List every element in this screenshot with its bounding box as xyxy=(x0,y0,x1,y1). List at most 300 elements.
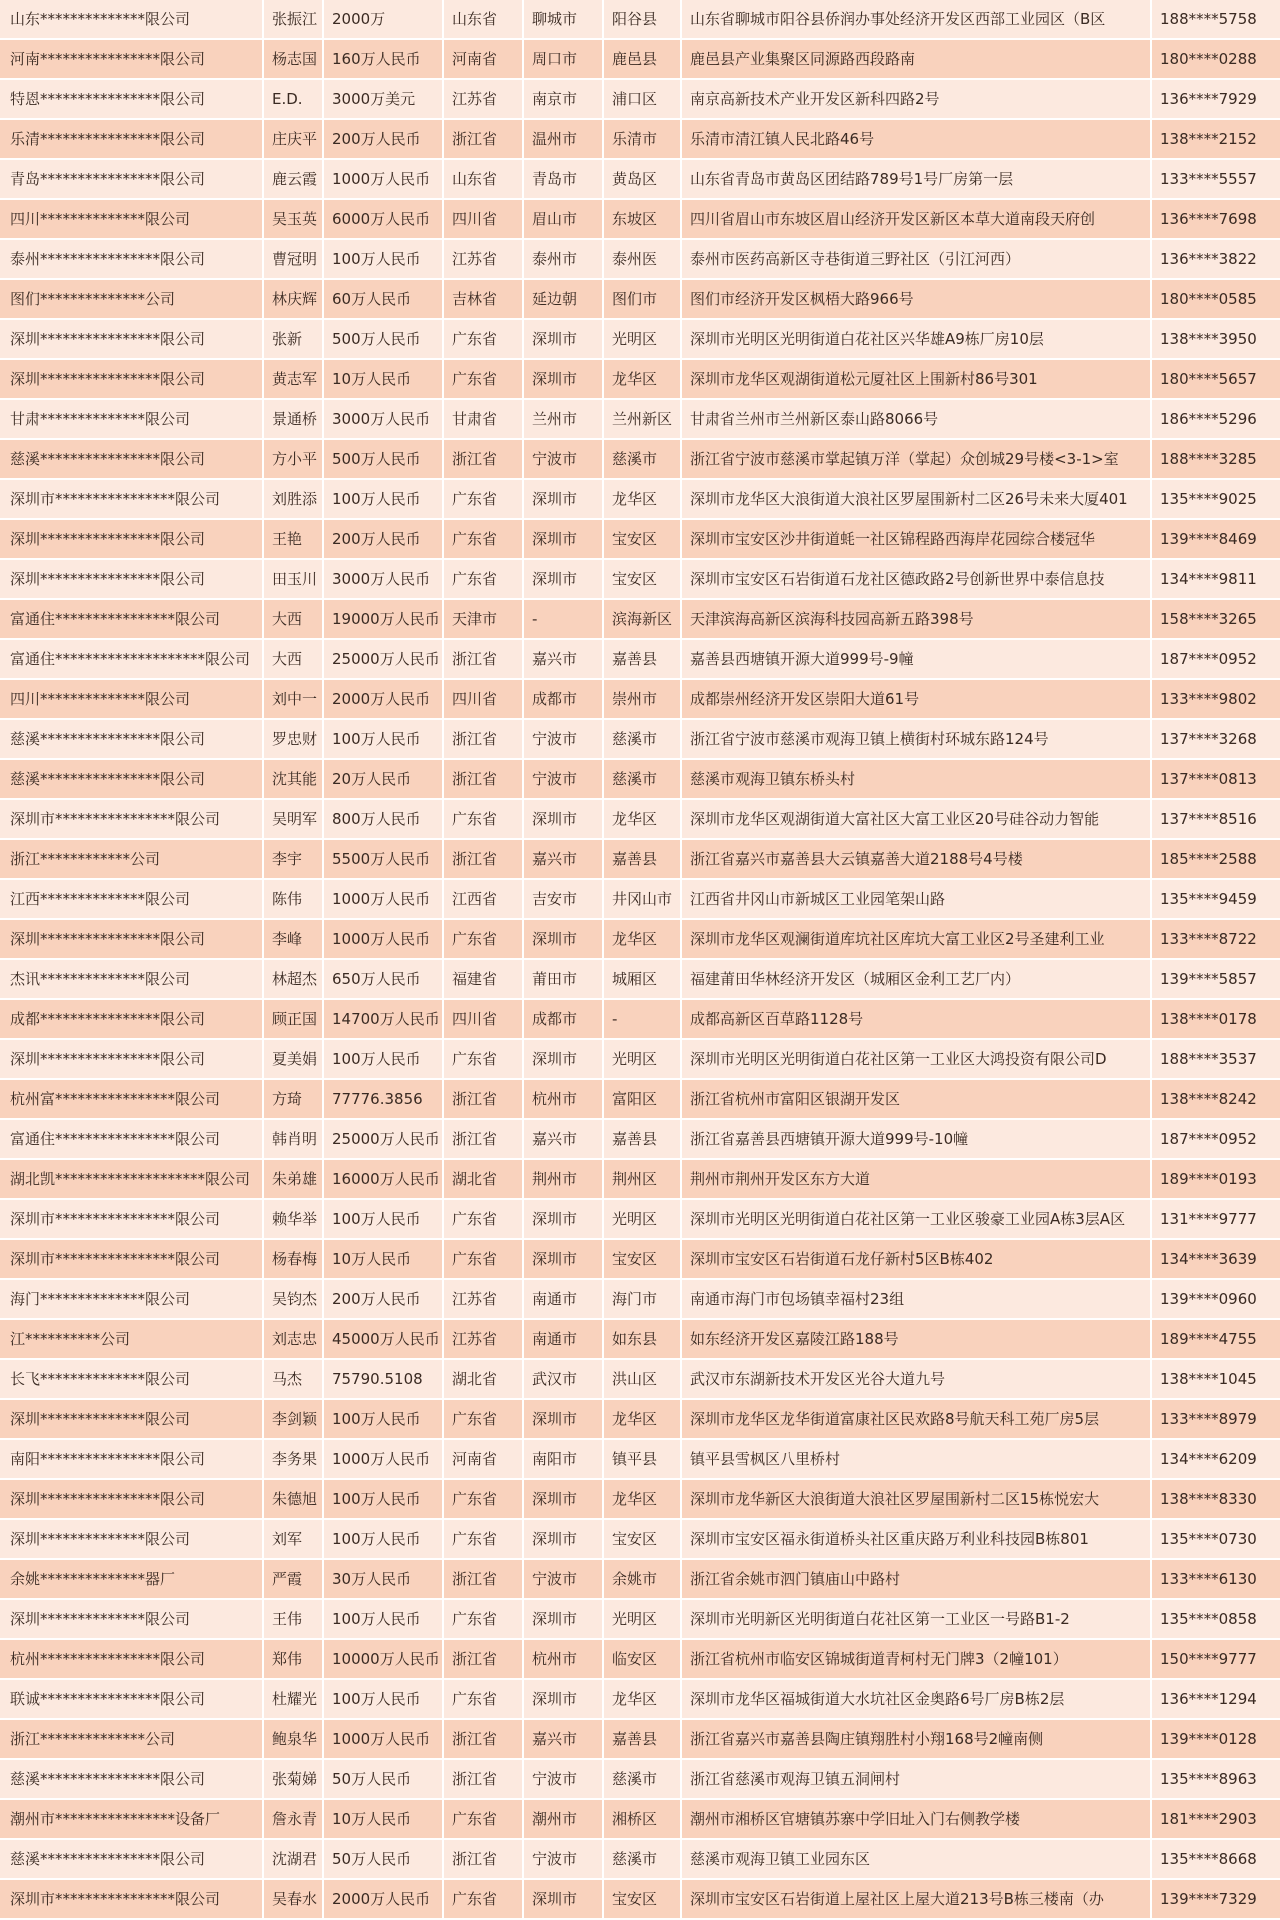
district-cell: 图们市 xyxy=(604,280,682,320)
legal-rep-cell: 杜耀光 xyxy=(264,1680,324,1720)
legal-rep-cell: 方琦 xyxy=(264,1080,324,1120)
company-name-cell: 长飞**************限公司 xyxy=(0,1360,264,1400)
phone-cell: 139****5857 xyxy=(1152,960,1280,1000)
registered-capital-cell: 200万人民币 xyxy=(324,120,444,160)
province-cell: 福建省 xyxy=(444,960,524,1000)
table-row xyxy=(0,1560,1280,1600)
registered-capital-cell: 1000万人民币 xyxy=(324,880,444,920)
company-name-cell: 浙江**************公司 xyxy=(0,1720,264,1760)
registered-capital-cell: 50万人民币 xyxy=(324,1760,444,1800)
legal-rep-cell: 罗忠财 xyxy=(264,720,324,760)
district-cell: - xyxy=(604,1000,682,1040)
address-cell: 深圳市宝安区石岩街道上屋社区上屋大道213号B栋三楼南（办 xyxy=(682,1880,1152,1920)
registered-capital-cell: 200万人民币 xyxy=(324,520,444,560)
registered-capital-cell: 100万人民币 xyxy=(324,720,444,760)
address-cell: 深圳市光明区光明街道白花社区第一工业区大鸿投资有限公司D xyxy=(682,1040,1152,1080)
district-cell: 嘉善县 xyxy=(604,1720,682,1760)
city-cell: 深圳市 xyxy=(524,1880,604,1920)
address-cell: 天津滨海高新区滨海科技园高新五路398号 xyxy=(682,600,1152,640)
address-cell: 南京高新技术产业开发区新科四路2号 xyxy=(682,80,1152,120)
phone-cell: 136****7698 xyxy=(1152,200,1280,240)
company-name-cell: 江**********公司 xyxy=(0,1320,264,1360)
city-cell: 宁波市 xyxy=(524,440,604,480)
company-name-cell: 河南****************限公司 xyxy=(0,40,264,80)
province-cell: 河南省 xyxy=(444,40,524,80)
province-cell: 四川省 xyxy=(444,680,524,720)
province-cell: 广东省 xyxy=(444,1040,524,1080)
address-cell: 浙江省余姚市泗门镇庙山中路村 xyxy=(682,1560,1152,1600)
city-cell: 深圳市 xyxy=(524,360,604,400)
company-name-cell: 深圳****************限公司 xyxy=(0,1040,264,1080)
phone-cell: 158****3265 xyxy=(1152,600,1280,640)
phone-cell: 138****8330 xyxy=(1152,1480,1280,1520)
registered-capital-cell: 800万人民币 xyxy=(324,800,444,840)
company-name-cell: 深圳****************限公司 xyxy=(0,360,264,400)
address-cell: 深圳市宝安区沙井街道蚝一社区锦程路西海岸花园综合楼冠华 xyxy=(682,520,1152,560)
legal-rep-cell: 夏美娟 xyxy=(264,1040,324,1080)
province-cell: 广东省 xyxy=(444,360,524,400)
table-row xyxy=(0,1600,1280,1640)
phone-cell: 135****9025 xyxy=(1152,480,1280,520)
province-cell: 浙江省 xyxy=(444,440,524,480)
district-cell: 龙华区 xyxy=(604,360,682,400)
address-cell: 江西省井冈山市新城区工业园笔架山路 xyxy=(682,880,1152,920)
table-row xyxy=(0,0,1280,40)
district-cell: 荆州区 xyxy=(604,1160,682,1200)
company-name-cell: 甘肃**************限公司 xyxy=(0,400,264,440)
address-cell: 如东经济开发区嘉陵江路188号 xyxy=(682,1320,1152,1360)
legal-rep-cell: E.D. xyxy=(264,80,324,120)
district-cell: 龙华区 xyxy=(604,800,682,840)
company-name-cell: 深圳**************限公司 xyxy=(0,1600,264,1640)
city-cell: 泰州市 xyxy=(524,240,604,280)
company-name-cell: 深圳****************限公司 xyxy=(0,320,264,360)
legal-rep-cell: 鲍泉华 xyxy=(264,1720,324,1760)
company-name-cell: 深圳**************限公司 xyxy=(0,1400,264,1440)
company-name-cell: 图们**************公司 xyxy=(0,280,264,320)
legal-rep-cell: 刘志忠 xyxy=(264,1320,324,1360)
province-cell: 江苏省 xyxy=(444,1320,524,1360)
company-name-cell: 联诚****************限公司 xyxy=(0,1680,264,1720)
phone-cell: 188****5758 xyxy=(1152,0,1280,40)
registered-capital-cell: 19000万人民币 xyxy=(324,600,444,640)
legal-rep-cell: 大西 xyxy=(264,640,324,680)
district-cell: 龙华区 xyxy=(604,480,682,520)
city-cell: 南通市 xyxy=(524,1280,604,1320)
company-name-cell: 富通住****************限公司 xyxy=(0,600,264,640)
address-cell: 图们市经济开发区枫梧大路966号 xyxy=(682,280,1152,320)
registered-capital-cell: 50万人民币 xyxy=(324,1840,444,1880)
address-cell: 浙江省慈溪市观海卫镇五洞闸村 xyxy=(682,1760,1152,1800)
province-cell: 天津市 xyxy=(444,600,524,640)
legal-rep-cell: 严霞 xyxy=(264,1560,324,1600)
registered-capital-cell: 1000万人民币 xyxy=(324,1440,444,1480)
district-cell: 浦口区 xyxy=(604,80,682,120)
province-cell: 广东省 xyxy=(444,1520,524,1560)
company-name-cell: 杭州富****************限公司 xyxy=(0,1080,264,1120)
city-cell: 莆田市 xyxy=(524,960,604,1000)
company-name-cell: 深圳市****************限公司 xyxy=(0,1200,264,1240)
phone-cell: 131****9777 xyxy=(1152,1200,1280,1240)
table-row xyxy=(0,440,1280,480)
city-cell: 深圳市 xyxy=(524,1600,604,1640)
district-cell: 嘉善县 xyxy=(604,1120,682,1160)
province-cell: 浙江省 xyxy=(444,1120,524,1160)
district-cell: 崇州市 xyxy=(604,680,682,720)
phone-cell: 138****1045 xyxy=(1152,1360,1280,1400)
province-cell: 广东省 xyxy=(444,800,524,840)
table-row xyxy=(0,1280,1280,1320)
registered-capital-cell: 650万人民币 xyxy=(324,960,444,1000)
district-cell: 兰州新区 xyxy=(604,400,682,440)
table-row xyxy=(0,520,1280,560)
registered-capital-cell: 2000万人民币 xyxy=(324,1880,444,1920)
registered-capital-cell: 60万人民币 xyxy=(324,280,444,320)
company-name-cell: 海门**************限公司 xyxy=(0,1280,264,1320)
table-row xyxy=(0,1640,1280,1680)
province-cell: 甘肃省 xyxy=(444,400,524,440)
city-cell: 杭州市 xyxy=(524,1640,604,1680)
phone-cell: 189****0193 xyxy=(1152,1160,1280,1200)
table-row xyxy=(0,1360,1280,1400)
legal-rep-cell: 鹿云霞 xyxy=(264,160,324,200)
province-cell: 山东省 xyxy=(444,160,524,200)
city-cell: 吉安市 xyxy=(524,880,604,920)
registered-capital-cell: 2000万人民币 xyxy=(324,680,444,720)
district-cell: 龙华区 xyxy=(604,1680,682,1720)
address-cell: 深圳市龙华区福城街道大水坑社区金奥路6号厂房B栋2层 xyxy=(682,1680,1152,1720)
table-row xyxy=(0,800,1280,840)
phone-cell: 133****8722 xyxy=(1152,920,1280,960)
registered-capital-cell: 3000万美元 xyxy=(324,80,444,120)
legal-rep-cell: 景通桥 xyxy=(264,400,324,440)
phone-cell: 133****6130 xyxy=(1152,1560,1280,1600)
phone-cell: 139****0960 xyxy=(1152,1280,1280,1320)
address-cell: 鹿邑县产业集聚区同源路西段路南 xyxy=(682,40,1152,80)
city-cell: 深圳市 xyxy=(524,480,604,520)
registered-capital-cell: 5500万人民币 xyxy=(324,840,444,880)
district-cell: 慈溪市 xyxy=(604,720,682,760)
city-cell: 深圳市 xyxy=(524,1480,604,1520)
registered-capital-cell: 100万人民币 xyxy=(324,1680,444,1720)
company-name-cell: 深圳**************限公司 xyxy=(0,1520,264,1560)
phone-cell: 137****3268 xyxy=(1152,720,1280,760)
city-cell: 深圳市 xyxy=(524,320,604,360)
city-cell: 嘉兴市 xyxy=(524,1720,604,1760)
table-row xyxy=(0,1120,1280,1160)
phone-cell: 139****0128 xyxy=(1152,1720,1280,1760)
district-cell: 井冈山市 xyxy=(604,880,682,920)
phone-cell: 180****0288 xyxy=(1152,40,1280,80)
registered-capital-cell: 3000万人民币 xyxy=(324,560,444,600)
province-cell: 浙江省 xyxy=(444,1760,524,1800)
city-cell: 宁波市 xyxy=(524,760,604,800)
table-row xyxy=(0,40,1280,80)
phone-cell: 133****9802 xyxy=(1152,680,1280,720)
district-cell: 湘桥区 xyxy=(604,1800,682,1840)
province-cell: 浙江省 xyxy=(444,840,524,880)
table-row xyxy=(0,1480,1280,1520)
district-cell: 鹿邑县 xyxy=(604,40,682,80)
address-cell: 嘉善县西塘镇开源大道999号-9幢 xyxy=(682,640,1152,680)
district-cell: 余姚市 xyxy=(604,1560,682,1600)
phone-cell: 135****0730 xyxy=(1152,1520,1280,1560)
registered-capital-cell: 200万人民币 xyxy=(324,1280,444,1320)
table-row xyxy=(0,1440,1280,1480)
city-cell: 南阳市 xyxy=(524,1440,604,1480)
company-name-cell: 成都****************限公司 xyxy=(0,1000,264,1040)
province-cell: 广东省 xyxy=(444,1480,524,1520)
city-cell: 南通市 xyxy=(524,1320,604,1360)
city-cell: 深圳市 xyxy=(524,520,604,560)
city-cell: 深圳市 xyxy=(524,1680,604,1720)
phone-cell: 136****7929 xyxy=(1152,80,1280,120)
province-cell: 江西省 xyxy=(444,880,524,920)
company-name-cell: 湖北凯********************限公司 xyxy=(0,1160,264,1200)
table-row xyxy=(0,200,1280,240)
registered-capital-cell: 100万人民币 xyxy=(324,1520,444,1560)
address-cell: 浙江省杭州市临安区锦城街道青柯村无门牌3（2幢101） xyxy=(682,1640,1152,1680)
city-cell: 深圳市 xyxy=(524,1240,604,1280)
province-cell: 浙江省 xyxy=(444,1720,524,1760)
legal-rep-cell: 黄志军 xyxy=(264,360,324,400)
registered-capital-cell: 6000万人民币 xyxy=(324,200,444,240)
district-cell: 光明区 xyxy=(604,1040,682,1080)
table-row xyxy=(0,960,1280,1000)
district-cell: 光明区 xyxy=(604,1600,682,1640)
address-cell: 深圳市光明区光明街道白花社区兴华雄A9栋厂房10层 xyxy=(682,320,1152,360)
registered-capital-cell: 2000万 xyxy=(324,0,444,40)
legal-rep-cell: 沈湖君 xyxy=(264,1840,324,1880)
province-cell: 广东省 xyxy=(444,1600,524,1640)
address-cell: 武汉市东湖新技术开发区光谷大道九号 xyxy=(682,1360,1152,1400)
phone-cell: 139****8469 xyxy=(1152,520,1280,560)
registered-capital-cell: 100万人民币 xyxy=(324,1480,444,1520)
address-cell: 镇平县雪枫区八里桥村 xyxy=(682,1440,1152,1480)
legal-rep-cell: 顾正国 xyxy=(264,1000,324,1040)
city-cell: 深圳市 xyxy=(524,1400,604,1440)
registered-capital-cell: 25000万人民币 xyxy=(324,1120,444,1160)
district-cell: 宝安区 xyxy=(604,560,682,600)
province-cell: 广东省 xyxy=(444,1800,524,1840)
district-cell: 嘉善县 xyxy=(604,840,682,880)
district-cell: 阳谷县 xyxy=(604,0,682,40)
table-row xyxy=(0,880,1280,920)
phone-cell: 187****0952 xyxy=(1152,640,1280,680)
legal-rep-cell: 王艳 xyxy=(264,520,324,560)
province-cell: 浙江省 xyxy=(444,1640,524,1680)
legal-rep-cell: 沈其能 xyxy=(264,760,324,800)
registered-capital-cell: 500万人民币 xyxy=(324,320,444,360)
province-cell: 江苏省 xyxy=(444,240,524,280)
district-cell: 光明区 xyxy=(604,320,682,360)
address-cell: 南通市海门市包场镇幸福村23组 xyxy=(682,1280,1152,1320)
city-cell: 宁波市 xyxy=(524,1560,604,1600)
province-cell: 浙江省 xyxy=(444,760,524,800)
registered-capital-cell: 77776.3856 xyxy=(324,1080,444,1120)
address-cell: 浙江省宁波市慈溪市观海卫镇上横街村环城东路124号 xyxy=(682,720,1152,760)
phone-cell: 186****5296 xyxy=(1152,400,1280,440)
address-cell: 深圳市光明区光明街道白花社区第一工业区骏豪工业园A栋3层A区 xyxy=(682,1200,1152,1240)
legal-rep-cell: 刘胜添 xyxy=(264,480,324,520)
city-cell: - xyxy=(524,600,604,640)
district-cell: 镇平县 xyxy=(604,1440,682,1480)
province-cell: 四川省 xyxy=(444,1000,524,1040)
legal-rep-cell: 李务果 xyxy=(264,1440,324,1480)
legal-rep-cell: 朱弟雄 xyxy=(264,1160,324,1200)
phone-cell: 138****0178 xyxy=(1152,1000,1280,1040)
address-cell: 四川省眉山市东坡区眉山经济开发区新区本草大道南段天府创 xyxy=(682,200,1152,240)
legal-rep-cell: 张菊娣 xyxy=(264,1760,324,1800)
legal-rep-cell: 赖华举 xyxy=(264,1200,324,1240)
legal-rep-cell: 吴春水 xyxy=(264,1880,324,1920)
company-name-cell: 特恩****************限公司 xyxy=(0,80,264,120)
company-name-cell: 余姚**************器厂 xyxy=(0,1560,264,1600)
legal-rep-cell: 吴钧杰 xyxy=(264,1280,324,1320)
legal-rep-cell: 陈伟 xyxy=(264,880,324,920)
province-cell: 浙江省 xyxy=(444,1080,524,1120)
table-row xyxy=(0,680,1280,720)
registered-capital-cell: 10000万人民币 xyxy=(324,1640,444,1680)
legal-rep-cell: 詹永青 xyxy=(264,1800,324,1840)
address-cell: 深圳市宝安区石岩街道石龙社区德政路2号创新世界中泰信息技 xyxy=(682,560,1152,600)
phone-cell: 135****8963 xyxy=(1152,1760,1280,1800)
city-cell: 嘉兴市 xyxy=(524,1120,604,1160)
table-row xyxy=(0,320,1280,360)
registered-capital-cell: 100万人民币 xyxy=(324,1200,444,1240)
province-cell: 广东省 xyxy=(444,480,524,520)
province-cell: 广东省 xyxy=(444,520,524,560)
district-cell: 临安区 xyxy=(604,1640,682,1680)
address-cell: 浙江省嘉兴市嘉善县陶庄镇翔胜村小翔168号2幢南侧 xyxy=(682,1720,1152,1760)
registered-capital-cell: 20万人民币 xyxy=(324,760,444,800)
province-cell: 广东省 xyxy=(444,1240,524,1280)
city-cell: 南京市 xyxy=(524,80,604,120)
table-row xyxy=(0,1400,1280,1440)
phone-cell: 136****1294 xyxy=(1152,1680,1280,1720)
company-name-cell: 山东**************限公司 xyxy=(0,0,264,40)
registered-capital-cell: 100万人民币 xyxy=(324,1040,444,1080)
legal-rep-cell: 林超杰 xyxy=(264,960,324,1000)
city-cell: 嘉兴市 xyxy=(524,640,604,680)
district-cell: 宝安区 xyxy=(604,1520,682,1560)
registered-capital-cell: 16000万人民币 xyxy=(324,1160,444,1200)
city-cell: 周口市 xyxy=(524,40,604,80)
province-cell: 广东省 xyxy=(444,320,524,360)
province-cell: 四川省 xyxy=(444,200,524,240)
registered-capital-cell: 45000万人民币 xyxy=(324,1320,444,1360)
legal-rep-cell: 田玉川 xyxy=(264,560,324,600)
province-cell: 江苏省 xyxy=(444,80,524,120)
district-cell: 海门市 xyxy=(604,1280,682,1320)
registered-capital-cell: 100万人民币 xyxy=(324,240,444,280)
legal-rep-cell: 张新 xyxy=(264,320,324,360)
registered-capital-cell: 1000万人民币 xyxy=(324,160,444,200)
address-cell: 荆州市荆州开发区东方大道 xyxy=(682,1160,1152,1200)
phone-cell: 138****2152 xyxy=(1152,120,1280,160)
company-name-cell: 慈溪****************限公司 xyxy=(0,760,264,800)
address-cell: 山东省聊城市阳谷县侨润办事处经济开发区西部工业园区（B区 xyxy=(682,0,1152,40)
phone-cell: 139****7329 xyxy=(1152,1880,1280,1920)
district-cell: 光明区 xyxy=(604,1200,682,1240)
district-cell: 宝安区 xyxy=(604,520,682,560)
province-cell: 浙江省 xyxy=(444,1840,524,1880)
district-cell: 乐清市 xyxy=(604,120,682,160)
phone-cell: 133****8979 xyxy=(1152,1400,1280,1440)
address-cell: 深圳市龙华区观湖街道松元厦社区上围新村86号301 xyxy=(682,360,1152,400)
registered-capital-cell: 14700万人民币 xyxy=(324,1000,444,1040)
address-cell: 深圳市龙华区观湖街道大富社区大富工业区20号硅谷动力智能 xyxy=(682,800,1152,840)
address-cell: 深圳市龙华区观澜街道库坑社区库坑大富工业区2号圣建利工业 xyxy=(682,920,1152,960)
phone-cell: 181****2903 xyxy=(1152,1800,1280,1840)
phone-cell: 135****0858 xyxy=(1152,1600,1280,1640)
table-row xyxy=(0,1320,1280,1360)
phone-cell: 138****3950 xyxy=(1152,320,1280,360)
registered-capital-cell: 500万人民币 xyxy=(324,440,444,480)
phone-cell: 185****2588 xyxy=(1152,840,1280,880)
address-cell: 浙江省嘉兴市嘉善县大云镇嘉善大道2188号4号楼 xyxy=(682,840,1152,880)
table-row xyxy=(0,840,1280,880)
address-cell: 潮州市湘桥区官塘镇苏寨中学旧址入门右侧教学楼 xyxy=(682,1800,1152,1840)
registered-capital-cell: 1000万人民币 xyxy=(324,920,444,960)
address-cell: 浙江省杭州市富阳区银湖开发区 xyxy=(682,1080,1152,1120)
province-cell: 广东省 xyxy=(444,920,524,960)
district-cell: 如东县 xyxy=(604,1320,682,1360)
table-row xyxy=(0,1160,1280,1200)
legal-rep-cell: 庄庆平 xyxy=(264,120,324,160)
company-name-cell: 深圳市****************限公司 xyxy=(0,1880,264,1920)
district-cell: 滨海新区 xyxy=(604,600,682,640)
city-cell: 宁波市 xyxy=(524,720,604,760)
table-row xyxy=(0,480,1280,520)
company-name-cell: 深圳市****************限公司 xyxy=(0,480,264,520)
phone-cell: 187****0952 xyxy=(1152,1120,1280,1160)
city-cell: 嘉兴市 xyxy=(524,840,604,880)
company-name-cell: 慈溪****************限公司 xyxy=(0,1760,264,1800)
phone-cell: 137****8516 xyxy=(1152,800,1280,840)
address-cell: 泰州市医药高新区寺巷街道三野社区（引江河西） xyxy=(682,240,1152,280)
province-cell: 河南省 xyxy=(444,1440,524,1480)
company-name-cell: 深圳市****************限公司 xyxy=(0,1240,264,1280)
city-cell: 延边朝 xyxy=(524,280,604,320)
province-cell: 湖北省 xyxy=(444,1160,524,1200)
table-row xyxy=(0,1840,1280,1880)
city-cell: 杭州市 xyxy=(524,1080,604,1120)
table-row xyxy=(0,360,1280,400)
province-cell: 浙江省 xyxy=(444,720,524,760)
phone-cell: 180****0585 xyxy=(1152,280,1280,320)
city-cell: 深圳市 xyxy=(524,1520,604,1560)
table-row xyxy=(0,1800,1280,1840)
province-cell: 广东省 xyxy=(444,560,524,600)
registered-capital-cell: 100万人民币 xyxy=(324,480,444,520)
address-cell: 深圳市光明新区光明街道白花社区第一工业区一号路B1-2 xyxy=(682,1600,1152,1640)
table-row xyxy=(0,80,1280,120)
legal-rep-cell: 杨春梅 xyxy=(264,1240,324,1280)
legal-rep-cell: 林庆辉 xyxy=(264,280,324,320)
legal-rep-cell: 马杰 xyxy=(264,1360,324,1400)
district-cell: 龙华区 xyxy=(604,920,682,960)
registered-capital-cell: 160万人民币 xyxy=(324,40,444,80)
company-name-cell: 青岛****************限公司 xyxy=(0,160,264,200)
phone-cell: 189****4755 xyxy=(1152,1320,1280,1360)
company-name-cell: 四川**************限公司 xyxy=(0,200,264,240)
registered-capital-cell: 1000万人民币 xyxy=(324,1720,444,1760)
legal-rep-cell: 张振江 xyxy=(264,0,324,40)
province-cell: 山东省 xyxy=(444,0,524,40)
city-cell: 荆州市 xyxy=(524,1160,604,1200)
city-cell: 聊城市 xyxy=(524,0,604,40)
